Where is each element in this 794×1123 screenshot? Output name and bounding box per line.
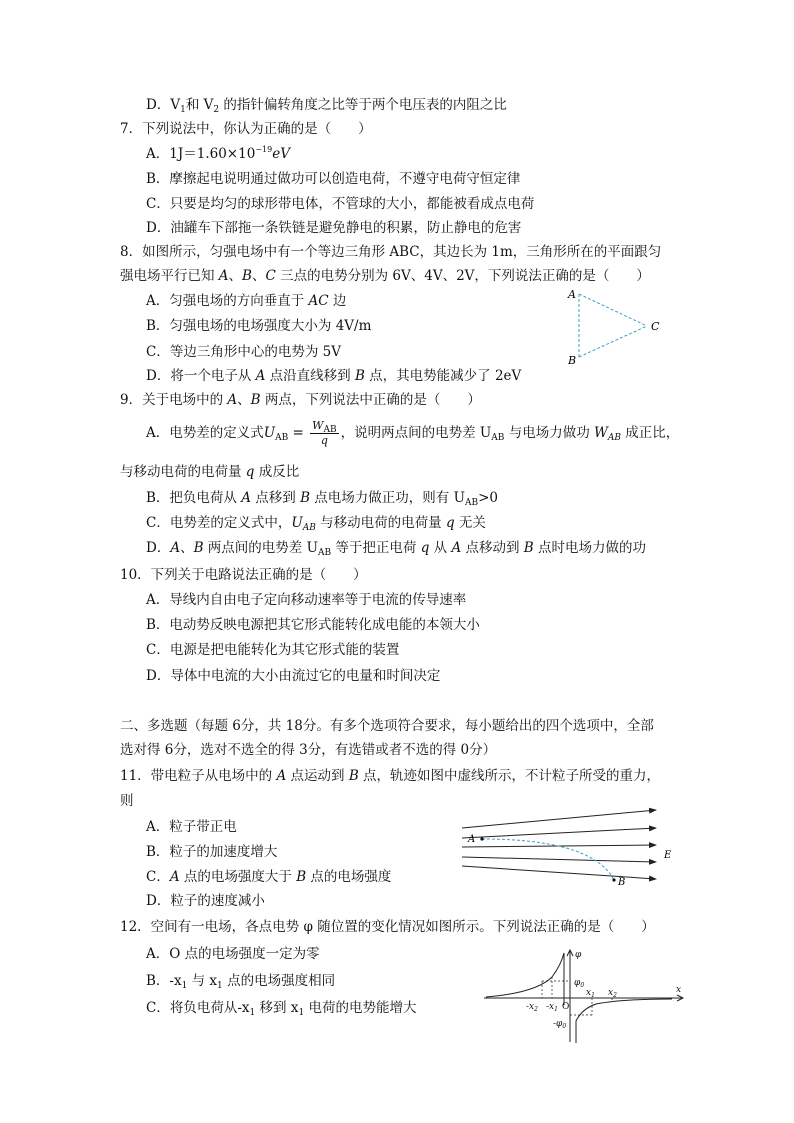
- q9-option-a-w-sub: AB: [607, 433, 622, 443]
- q8-option-a-post: 边: [328, 293, 347, 309]
- q12-label-negx2: $-x_2$: [526, 1002, 538, 1013]
- q12-option-c-pre: C．将负电荷从-x: [146, 1000, 250, 1016]
- q7-option-b: B．摩擦起电说明通过做功可以创造电荷，不遵守电荷守恒定律: [146, 171, 521, 187]
- q12-option-b-sub1: 1: [181, 981, 188, 991]
- q8-option-d-a: A: [255, 368, 266, 384]
- q7-option-a-unit: eV: [272, 146, 290, 162]
- q9-option-a-line2-q: q: [245, 464, 255, 480]
- q11-field-line-4: [462, 857, 656, 862]
- q11-point-a: [480, 837, 483, 840]
- q9-option-b-a: A: [241, 490, 251, 506]
- q7-option-a: [146, 145, 290, 163]
- q12-option-a: A．O 点的电场强度一定为零: [146, 946, 320, 962]
- q10-option-d: D．导体中电流的大小由流过它的电量和时间决定: [146, 668, 441, 684]
- q9-option-d-mid4: 点移动到: [461, 540, 524, 556]
- q9-option-d-mid2: 等于把正电荷: [331, 540, 421, 556]
- q9-option-a-line2-post: 成反比: [254, 464, 300, 480]
- q11-stem-line1: [120, 767, 660, 785]
- q9-option-d-b: B: [193, 540, 204, 556]
- q6-option-d-mid: 和 V: [185, 97, 214, 113]
- q8-option-a: [146, 292, 346, 310]
- q8-label-c: C: [651, 320, 660, 333]
- q12-option-b-mid: 与 x: [187, 973, 218, 989]
- q10-option-a: A．导线内自由电子定向移动速率等于电流的传导速率: [146, 592, 467, 608]
- q11-field-line-5: [462, 866, 656, 879]
- q11-option-c-a: A: [169, 869, 180, 885]
- q9-formula-u-sub: AB: [275, 433, 289, 443]
- q9-option-b-pre: B．把负电荷从: [146, 490, 242, 506]
- q11-field-line-2: [462, 828, 656, 838]
- q9-numerator-sub: AB: [323, 425, 337, 435]
- q8-side-bc: [579, 326, 647, 357]
- q8-line2-a: A: [218, 268, 229, 284]
- q9-option-b-mid: 点移到: [250, 490, 301, 506]
- q9-option-a-line2: [120, 463, 299, 481]
- q12-option-c-sub1: 1: [249, 1008, 256, 1018]
- q8-option-a-pre: A．匀强电场的方向垂直于: [146, 293, 309, 309]
- q6-option-d-post: 的指针偏转角度之比等于两个电压表的内阻之比: [219, 97, 507, 113]
- q9-option-d-mid: 两点间的电势差 U: [203, 540, 318, 556]
- q9-option-a-line2-pre: 与移动电荷的电荷量: [120, 464, 246, 480]
- q6-sub-1: 1: [180, 105, 186, 115]
- q12-label-x1: $x_1$: [586, 988, 595, 999]
- q12-option-c: [146, 999, 416, 1017]
- q11-option-d: D．粒子的速度减小: [146, 893, 265, 909]
- q11-field-figure: [456, 806, 686, 896]
- q11-line1-b: B: [348, 768, 359, 784]
- q9-stem-pre: 9．关于电场中的: [120, 392, 228, 408]
- q12-option-b-pre: B．-x: [146, 973, 182, 989]
- q8-line2-c: C: [265, 268, 276, 284]
- q8-line2-post: 三点的电势分别为 6V、4V、2V，下列说法正确的是（ ）: [275, 268, 650, 284]
- q9-option-c-u: U: [291, 515, 303, 531]
- q9-option-d-mid3: 从: [429, 540, 452, 556]
- q7-option-a-formula: 1J＝1.60×10: [169, 146, 256, 162]
- q9-option-c: [146, 514, 486, 532]
- section2-heading-line2: 选对得 6分，选对不选全的得 3分，有选错或者不选的得 0分）: [120, 742, 497, 758]
- q10-option-b: B．电动势反映电源把其它形式能转化成电能的本领大小: [146, 617, 480, 633]
- q9-option-c-pre: C．电势差的定义式中，: [146, 515, 292, 531]
- q6-option-d: [146, 96, 507, 114]
- q12-label-phi: φ: [575, 950, 582, 960]
- q9-option-d-sub: AB: [317, 548, 332, 558]
- q9-option-b-mid2: 点电场力做正功，则有 U: [309, 490, 465, 506]
- q9-option-d: [146, 539, 646, 557]
- q9-option-d-post: 点时电场力做的功: [533, 540, 646, 556]
- q7-option-a-exponent: −19: [255, 145, 273, 154]
- q8-line2-b: B: [242, 268, 252, 284]
- q9-option-d-a: A: [170, 540, 181, 556]
- q9-fraction-numerator: [310, 419, 338, 434]
- q11-line1-pre: 11．带电粒子从电场中的: [120, 768, 277, 784]
- q11-option-c-post: 点的电场强度: [306, 869, 392, 885]
- q9-option-d-sep: 、: [180, 540, 194, 556]
- q12-option-b: [146, 972, 335, 990]
- q11-option-c-mid: 点的电场强度大于: [179, 869, 297, 885]
- section2-heading-line1: 二、多选题（每题 6分，共 18分。有多个选项符合要求，每小题给出的四个选项中，全部: [120, 718, 654, 734]
- q9-option-c-mid: 与移动电荷的电荷量: [315, 515, 446, 531]
- q9-fraction-denominator: q: [320, 434, 328, 447]
- q8-triangle-figure: [565, 283, 675, 373]
- q9-formula-eq: =: [288, 425, 309, 441]
- q12-option-c-mid: 移到 x: [255, 1000, 299, 1016]
- q11-field-line-1: [462, 810, 656, 828]
- q9-stem-b: B: [250, 392, 261, 408]
- q11-option-b: B．粒子的加速度增大: [146, 844, 278, 860]
- q12-option-b-sub2: 1: [217, 981, 223, 991]
- q11-label-b: B: [618, 877, 626, 888]
- q10-option-c: C．电源是把电能转化为其它形式能的装置: [146, 642, 400, 658]
- q12-stem: 12．空间有一电场，各点电势 φ 随位置的变化情况如图所示。下列说法正确的是（ ）: [120, 919, 655, 935]
- q9-option-c-sub: AB: [302, 523, 316, 533]
- q9-option-a-post1-sub: AB: [491, 433, 505, 443]
- q9-option-d-a2: A: [451, 540, 462, 556]
- q8-option-d-b: B: [354, 368, 365, 384]
- q7-option-c: C．只要是均匀的球形带电体，不管球的大小，都能被看成点电荷: [146, 196, 535, 212]
- q8-line2-sep1: 、: [228, 268, 243, 284]
- q8-option-a-ac: AC: [308, 293, 329, 309]
- q9-stem-mid: 、: [237, 392, 251, 408]
- q9-option-b-sub: AB: [464, 498, 479, 508]
- q9-stem: [120, 391, 481, 409]
- q8-option-d-post: 点，其电势能减少了 2eV: [364, 368, 522, 384]
- q9-option-c-post: 无关: [454, 515, 486, 531]
- q11-option-c: [146, 868, 391, 886]
- q12-option-c-post: 电荷的电势能增大: [304, 1000, 417, 1016]
- q11-option-a: A．粒子带正电: [146, 819, 237, 835]
- q9-option-a-pre: A．电势差的定义式: [146, 425, 264, 441]
- q12-option-b-post: 点的电场强度相同: [222, 973, 336, 989]
- q12-label-x2: $x_2$: [608, 988, 617, 999]
- q8-side-ac: [579, 294, 647, 326]
- q7-option-d: D．油罐车下部拖一条铁链是避免静电的积累，防止静电的危害: [146, 220, 522, 236]
- q8-label-a: A: [568, 288, 576, 301]
- q11-stem-line2: 则: [120, 793, 134, 809]
- q9-option-a-post3: 成正比，: [621, 425, 680, 441]
- q8-line2-pre: 强电场平行已知: [120, 268, 219, 284]
- q9-option-a-post1: ，说明两点间的电势差 U: [340, 425, 492, 441]
- q12-label-x: x: [676, 985, 682, 995]
- q11-option-c-b: B: [296, 869, 307, 885]
- q9-option-a-w: W: [594, 425, 608, 441]
- q9-option-b-b: B: [300, 490, 310, 506]
- q9-option-d-q: q: [420, 540, 430, 556]
- q8-label-b: B: [568, 354, 577, 367]
- q9-formula-fraction: [310, 419, 338, 448]
- q12-curve-right: [576, 999, 672, 1043]
- q8-option-d-pre: D．将一个电子从: [146, 368, 256, 384]
- q9-option-b: [146, 489, 498, 507]
- q10-stem: 10．下列关于电路说法正确的是（ ）: [120, 567, 367, 583]
- q9-option-a: [146, 418, 679, 448]
- q11-point-b: [612, 878, 615, 881]
- q11-label-e: E: [664, 850, 672, 861]
- q9-numerator-w: W: [312, 419, 324, 432]
- q12-label-negphi0: $-\varphi_0$: [553, 1019, 567, 1030]
- q7-option-a-label: A．: [146, 146, 170, 162]
- q8-option-c: C．等边三角形中心的电势为 5V: [146, 344, 341, 360]
- q9-stem-a: A: [227, 392, 238, 408]
- q8-option-d-mid: 点沿直线移到: [265, 368, 355, 384]
- q6-option-d-text: D．V: [146, 97, 181, 113]
- q8-stem-line1: 8．如图所示，匀强电场中有一个等边三角形 ABC，其边长为 1m，三角形所在的平面跟匀: [120, 244, 662, 260]
- q11-line1-a: A: [276, 768, 287, 784]
- q12-label-negx1: $-x_1$: [546, 1002, 558, 1013]
- q8-option-d: [146, 367, 521, 385]
- q9-option-d-pre: D．: [146, 540, 171, 556]
- q11-line1-mid: 点运动到: [286, 768, 349, 784]
- q9-option-b-post: >0: [478, 490, 498, 506]
- q12-label-o: O: [562, 1002, 570, 1012]
- q7-stem: 7．下列说法中，你认为正确的是（ ）: [120, 121, 372, 137]
- q8-option-b: B．匀强电场的电场强度大小为 4V/m: [146, 318, 372, 334]
- q9-option-a-post2: 与电场力做功: [504, 425, 594, 441]
- q12-label-phi0: $\varphi_0$: [574, 978, 585, 989]
- q9-stem-post: 两点，下列说法中正确的是（ ）: [260, 392, 481, 408]
- q12-option-c-sub2: 1: [298, 1008, 305, 1018]
- q12-potential-graph: [482, 947, 692, 1047]
- q8-line2-sep2: 、: [251, 268, 266, 284]
- q9-formula-u: U: [263, 425, 276, 441]
- q6-sub-2: 2: [213, 105, 220, 115]
- q9-option-d-b2: B: [523, 540, 534, 556]
- q11-option-c-pre: C．: [146, 869, 170, 885]
- q11-label-a: A: [468, 834, 476, 845]
- q9-option-c-q: q: [445, 515, 455, 531]
- q11-line1-post: 点，轨迹如图中虚线所示，不计粒子所受的重力，: [358, 768, 661, 784]
